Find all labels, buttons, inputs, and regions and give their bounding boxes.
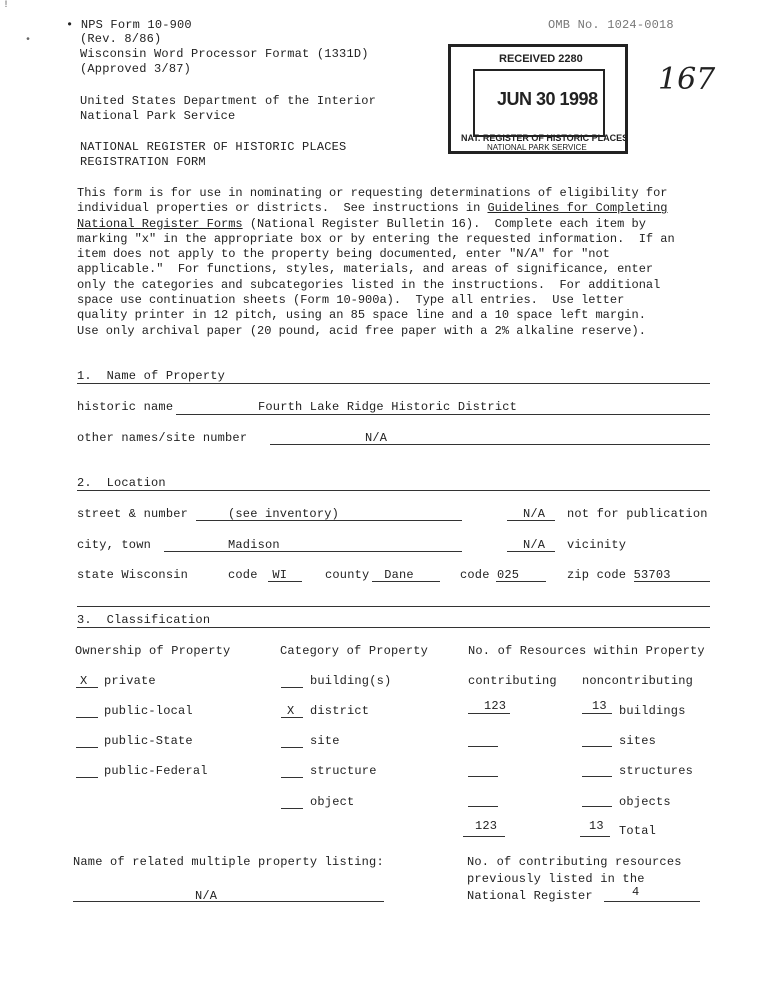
category-blank: [281, 687, 303, 688]
instructions-line: This form is for use in nominating or requesting determinations of eligibility for: [77, 186, 668, 200]
stamp-footer-2: NATIONAL PARK SERVICE: [487, 143, 587, 152]
previously-listed-line3: National Register: [467, 889, 593, 903]
county-code-line: [496, 581, 546, 582]
ownership-blank: [76, 777, 98, 778]
noncontrib-buildings: 13: [592, 699, 607, 713]
resource-buildings-label: buildings: [619, 704, 686, 718]
vicinity: vicinity: [567, 538, 627, 552]
county-code: code 025: [460, 568, 520, 582]
form-revision: (Rev. 8/86): [80, 32, 162, 46]
instructions-line: marking "x" in the appropriate box or by entering the requested information. If an: [77, 231, 675, 246]
resource-sites-label: sites: [619, 734, 657, 748]
ownership-mark[interactable]: X: [80, 674, 88, 688]
stamp-date: JUN 30 1998: [497, 89, 598, 109]
noncontrib-blank: [582, 746, 612, 747]
state-code: code WI: [228, 568, 288, 582]
city-value: Madison: [228, 538, 280, 552]
category-building: building(s): [310, 674, 392, 688]
contributing-header: contributing: [468, 674, 557, 688]
instructions-line: space use continuation sheets (Form 10-900a). Type all entries. Use letter: [77, 293, 625, 308]
noncontrib-total-line: [580, 836, 610, 837]
resource-objects-label: objects: [619, 795, 671, 809]
instructions-line: applicable." For functions, styles, materials, and areas of significance, enter: [77, 262, 654, 277]
stamp-date-box: [473, 69, 605, 137]
historic-name-value: Fourth Lake Ridge Historic District: [258, 400, 518, 414]
other-names-line: [270, 444, 710, 445]
previously-listed-line2: previously listed in the: [467, 872, 645, 886]
section3-rule: [77, 627, 710, 628]
previously-listed-line: [604, 901, 700, 902]
category-district: district: [310, 704, 370, 718]
city-na: N/A: [523, 538, 546, 552]
zip-code: zip code 53703: [567, 568, 671, 582]
service: National Park Service: [80, 109, 236, 123]
contrib-buildings: 123: [484, 699, 507, 713]
section3-heading: 3. Classification: [77, 613, 211, 627]
section1-rule: [77, 383, 710, 384]
ownership-blank: [76, 717, 98, 718]
instructions-line: Use only archival paper (20 pound, acid free paper with a 2% alkaline reserve).: [77, 323, 646, 338]
category-blank: [281, 808, 303, 809]
margin-mark: !: [3, 0, 10, 11]
form-approved: (Approved 3/87): [80, 62, 192, 76]
omb-number: OMB No. 1024-0018: [548, 18, 674, 32]
category-site: site: [310, 734, 340, 748]
ownership-blank: [76, 687, 98, 688]
multiple-property-label: Name of related multiple property listing:: [73, 855, 384, 869]
resources-header: No. of Resources within Property: [468, 644, 705, 658]
section1-heading: 1. Name of Property: [77, 369, 226, 383]
previously-listed-value: 4: [632, 885, 640, 899]
instructions-line: National Register Forms (National Register Bulletin 16). Complete each item by: [77, 216, 646, 231]
noncontributing-header: noncontributing: [582, 674, 694, 688]
other-names-label: other names/site number: [77, 431, 248, 445]
noncontrib-blank: [582, 806, 612, 807]
other-names-value: N/A: [365, 431, 388, 445]
instructions-paragraph: [77, 186, 717, 339]
ownership-blank: [76, 747, 98, 748]
stamp-received: RECEIVED 2280: [499, 53, 583, 65]
department: United States Department of the Interior: [80, 94, 377, 108]
stamp-footer-1: NAT. REGISTER OF HISTORIC PLACES: [461, 133, 629, 143]
multiple-property-line: [73, 901, 384, 902]
contrib-total-line: [463, 836, 505, 837]
noncontrib-total: 13: [589, 819, 604, 833]
section-divider: [77, 606, 710, 607]
form-number: • NPS Form 10-900: [66, 18, 192, 32]
city-na-line: [507, 551, 555, 552]
instructions-line: only the categories and subcategories listed in the instructions. For additional: [77, 277, 661, 292]
historic-name-label: historic name: [77, 400, 174, 414]
state-code-line: [268, 581, 302, 582]
city-label: city, town: [77, 538, 152, 552]
section2-heading: 2. Location: [77, 476, 166, 490]
form-title: REGISTRATION FORM: [80, 155, 206, 169]
ownership-header: Ownership of Property: [75, 644, 231, 658]
multiple-property-value: N/A: [195, 889, 218, 903]
category-blank: [281, 747, 303, 748]
zip-line: [634, 581, 710, 582]
handwritten-number: 167: [658, 62, 716, 97]
contrib-blank: [468, 776, 498, 777]
contrib-blank: [468, 806, 498, 807]
guidelines-link: Guidelines for Completing: [487, 201, 668, 216]
margin-dot: •: [25, 35, 32, 46]
noncontrib-blank: [582, 776, 612, 777]
county: county Dane: [325, 568, 414, 582]
contrib-total: 123: [475, 819, 498, 833]
resource-structures-label: structures: [619, 764, 694, 778]
category-structure: structure: [310, 764, 377, 778]
street-na-line: [507, 520, 555, 521]
county-line: [372, 581, 440, 582]
city-line: [164, 551, 462, 552]
category-object: object: [310, 795, 355, 809]
street-line: [196, 520, 462, 521]
instructions-line: individual properties or districts. See instructions in Guidelines for Completing: [77, 201, 668, 216]
category-header: Category of Property: [280, 644, 429, 658]
contrib-blank: [468, 746, 498, 747]
instructions-line: item does not apply to the property being documented, enter "N/A" for "not: [77, 247, 610, 262]
previously-listed-line1: No. of contributing resources: [467, 855, 682, 869]
guidelines-link-cont: National Register Forms: [77, 216, 243, 231]
register-title: NATIONAL REGISTER OF HISTORIC PLACES: [80, 140, 347, 154]
contrib-blank: [468, 713, 510, 714]
ownership-private: private: [104, 674, 156, 688]
resource-total-label: Total: [619, 824, 657, 838]
ownership-public-federal: public-Federal: [104, 764, 208, 778]
instructions-line: quality printer in 12 pitch, using an 85 space line and a 10 space left margin.: [77, 308, 646, 323]
noncontrib-blank: [582, 713, 612, 714]
received-stamp: [448, 44, 628, 154]
street-label: street & number: [77, 507, 189, 521]
not-for-publication: not for publication: [567, 507, 708, 521]
historic-name-line: [176, 414, 710, 415]
form-format: Wisconsin Word Processor Format (1331D): [80, 47, 369, 61]
section2-rule: [77, 490, 710, 491]
ownership-public-state: public-State: [104, 734, 193, 748]
street-na: N/A: [523, 507, 546, 521]
category-mark[interactable]: X: [287, 704, 295, 718]
street-value: (see inventory): [228, 507, 340, 521]
ownership-public-local: public-local: [104, 704, 193, 718]
category-blank: [281, 717, 303, 718]
state: state Wisconsin: [77, 568, 189, 582]
category-blank: [281, 777, 303, 778]
